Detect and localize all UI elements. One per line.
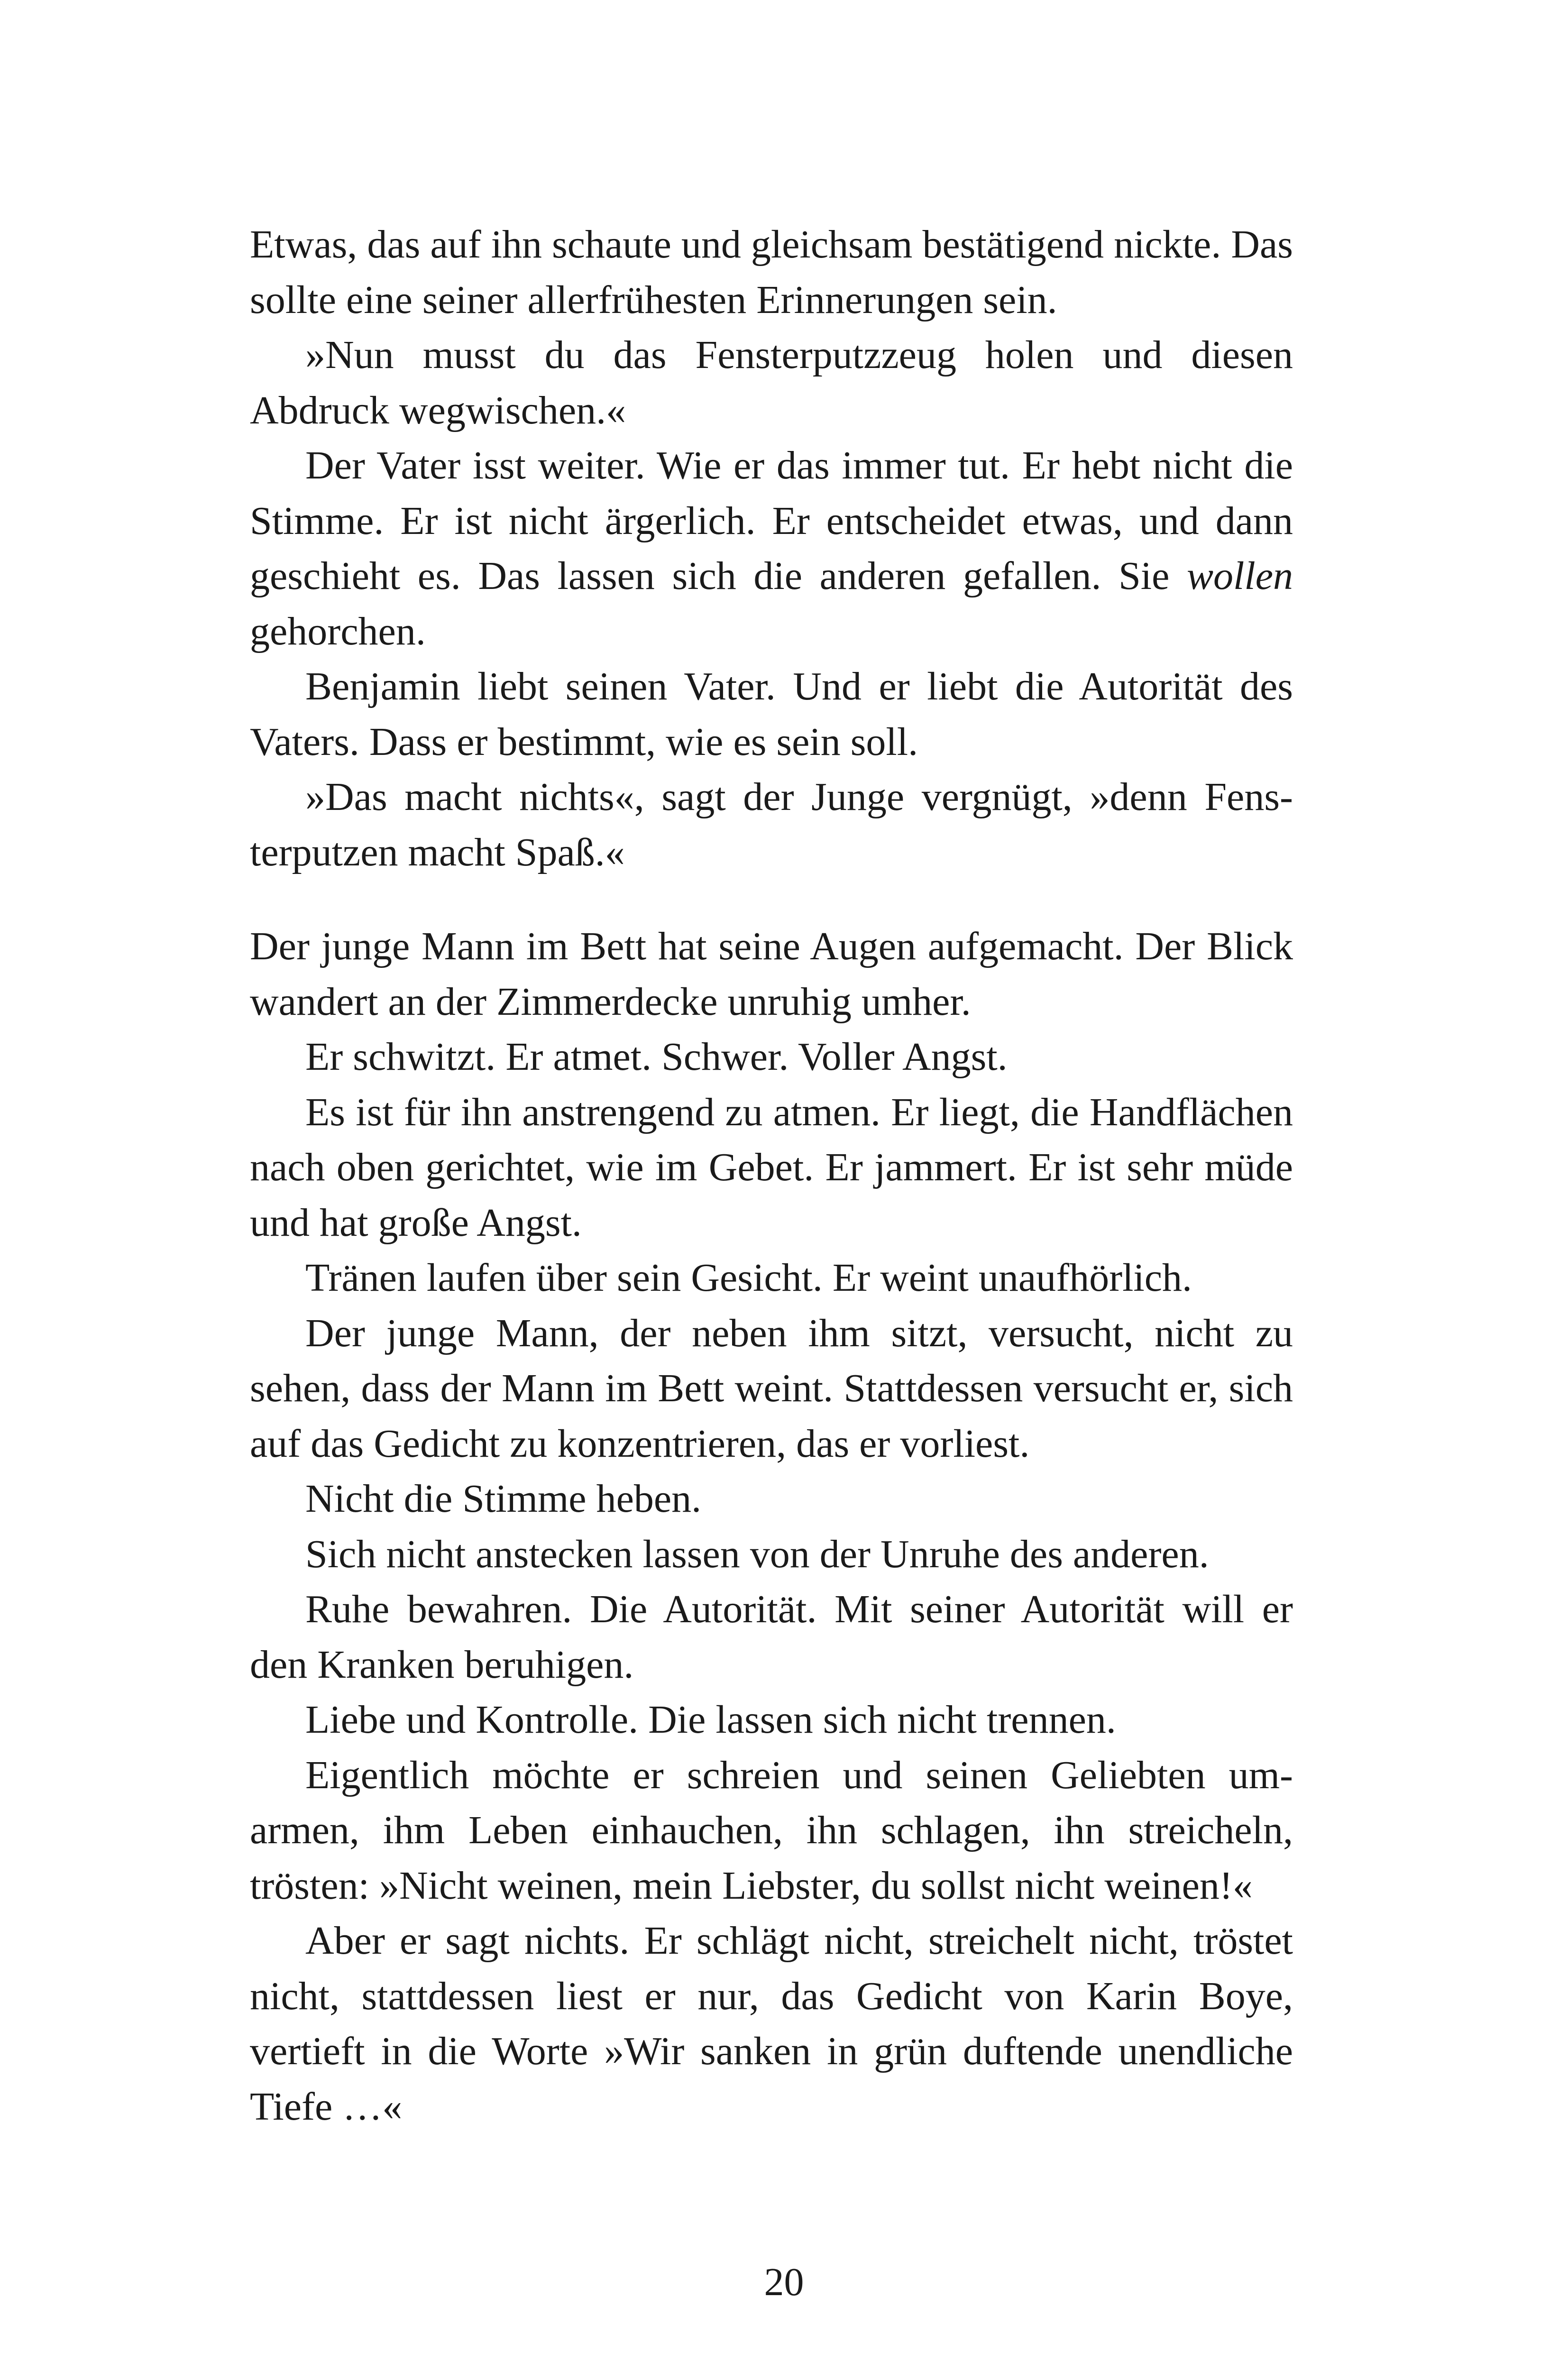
paragraph: Der junge Mann im Bett hat seine Augen aufgemacht. Der Blick wandert an der Zimmerdecke unruhig umher. — [250, 924, 1293, 1024]
paragraph: Eigentlich möchte er schreien und seinen Geliebten umarmen, ihm Leben einhauchen, ihn schlagen, ihn streicheln, trösten: »Nicht weinen, mein Liebster, du sollst nicht weinen!« — [250, 1753, 1293, 1908]
paragraph: Liebe und Kontrolle. Die lassen sich nicht trennen. — [305, 1698, 1116, 1742]
emphasized-word: wollen — [1187, 554, 1293, 598]
text-section-two — [250, 919, 1293, 2134]
paragraph-text: gehorchen. — [250, 609, 426, 653]
paragraph: Es ist für ihn anstrengend zu atmen. Er liegt, die Handflächen nach oben gerichtet, wie im Gebet. Er jammert. Er ist sehr müde und hat große Angst. — [250, 1090, 1293, 1245]
paragraph: Aber er sagt nichts. Er schlägt nicht, streichelt nicht, tröstet nicht, stattdessen liest er nur, das Gedicht von Karin Boye, vertieft in die Worte »Wir sanken in grün duftende unendliche Tiefe …« — [250, 1919, 1293, 2129]
paragraph: Nicht die Stimme heben. — [305, 1477, 702, 1521]
paragraph: Benjamin liebt seinen Vater. Und er liebt die Autorität des Vaters. Dass er bestimmt, wie es sein soll. — [250, 664, 1293, 764]
text-section-one — [250, 217, 1293, 880]
paragraph: Der junge Mann, der neben ihm sitzt, versucht, nicht zu sehen, dass der Mann im Bett weint. Stattdessen versucht er, sich auf das Gedicht zu konzentrieren, das er vorliest. — [250, 1311, 1293, 1466]
paragraph: Ruhe bewahren. Die Autorität. Mit seiner Autorität will er den Kranken beruhigen. — [250, 1587, 1293, 1687]
page-number: 20 — [764, 2260, 804, 2304]
paragraph: »Das macht nichts«, sagt der Junge vergnügt, »denn Fensterputzen macht Spaß.« — [250, 775, 1293, 874]
paragraph — [250, 438, 1293, 659]
paragraph-text: Der Vater isst weiter. Wie er das immer tut. Er hebt nicht die Stimme. Er ist nicht ärgerlich. Er entscheidet etwas, und dann geschieht es. Das lassen sich die anderen gefallen. Sie — [250, 443, 1293, 598]
paragraph: Sich nicht anstecken lassen von der Unruhe des anderen. — [305, 1532, 1209, 1576]
paragraph: Er schwitzt. Er atmet. Schwer. Voller Angst. — [305, 1035, 1008, 1079]
paragraph: »Nun musst du das Fensterputzzeug holen und diesen Abdruck wegwischen.« — [250, 333, 1293, 432]
paragraph: Etwas, das auf ihn schaute und gleichsam bestätigend nickte. Das sollte eine seiner allerfrühesten Erinnerungen sein. — [250, 222, 1293, 322]
paragraph: Tränen laufen über sein Gesicht. Er weint unaufhörlich. — [305, 1256, 1192, 1300]
